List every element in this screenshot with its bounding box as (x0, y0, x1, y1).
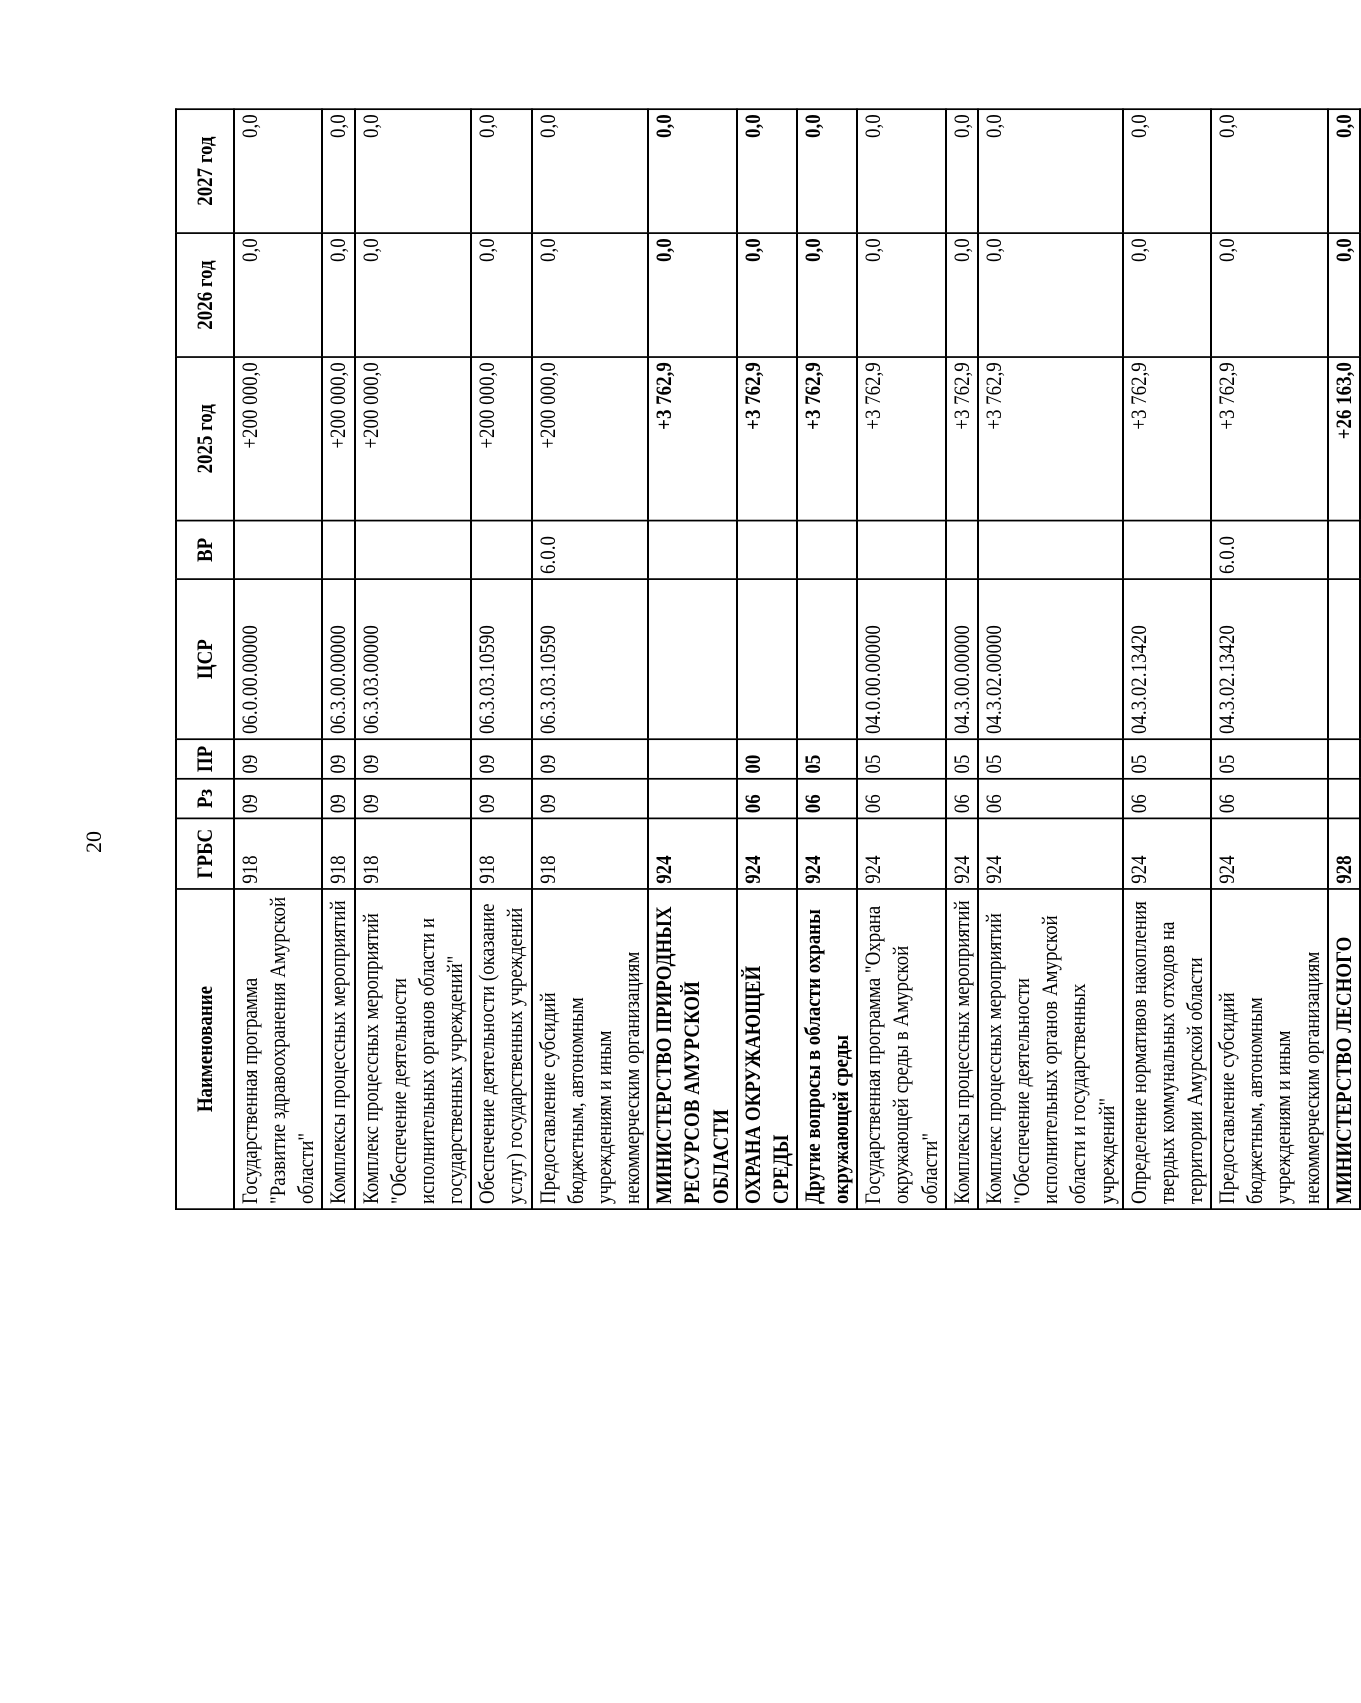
cell-2026: 0,0 (1211, 233, 1328, 357)
cell-2027: 0,0 (471, 109, 531, 233)
cell-csr: 06.3.00.00000 (322, 579, 354, 739)
cell-name: Другие вопросы в области охраны окружающей среды (797, 889, 857, 1209)
cell-2026: 0,0 (322, 233, 354, 357)
cell-pr: 09 (532, 739, 649, 779)
cell-2025: +3 762,9 (737, 357, 797, 521)
table-header-row (176, 109, 234, 1209)
cell-2027: 0,0 (946, 109, 978, 233)
cell-2025: +200 000,0 (355, 357, 472, 521)
cell-csr: 04.0.00.00000 (857, 579, 945, 739)
cell-csr: 04.3.02.13420 (1123, 579, 1211, 739)
cell-pr (1328, 739, 1360, 779)
cell-2027: 0,0 (1123, 109, 1211, 233)
cell-csr: 06.3.03.10590 (471, 579, 531, 739)
cell-vr (797, 521, 857, 580)
table-row (234, 109, 322, 1209)
cell-grbs: 924 (648, 818, 736, 889)
cell-2027: 0,0 (797, 109, 857, 233)
header-2027: 2027 год (176, 109, 234, 233)
cell-rz (1328, 779, 1360, 819)
cell-grbs: 918 (532, 818, 649, 889)
table-row (1123, 109, 1211, 1209)
cell-pr: 09 (471, 739, 531, 779)
cell-2027: 0,0 (322, 109, 354, 233)
cell-vr (648, 521, 736, 580)
table-row (1211, 109, 1328, 1209)
cell-csr: 06.3.03.00000 (355, 579, 472, 739)
cell-2025: +200 000,0 (234, 357, 322, 521)
table-row (737, 109, 797, 1209)
table-row (355, 109, 472, 1209)
cell-2027: 0,0 (234, 109, 322, 233)
cell-rz: 09 (532, 779, 649, 819)
header-name: Наименование (176, 889, 234, 1209)
cell-2026: 0,0 (648, 233, 736, 357)
cell-pr: 05 (1211, 739, 1328, 779)
table-row (797, 109, 857, 1209)
cell-pr: 00 (737, 739, 797, 779)
cell-2026: 0,0 (234, 233, 322, 357)
cell-pr: 05 (978, 739, 1123, 779)
cell-vr (978, 521, 1123, 580)
header-csr: ЦСР (176, 579, 234, 739)
cell-vr (322, 521, 354, 580)
cell-vr (1123, 521, 1211, 580)
cell-name: Обеспечение деятельности (оказание услуг) государственных учреждений (471, 889, 531, 1209)
cell-name: Предоставление субсидий бюджетным, автономным учреждениям и иным некоммерческим организациям (1211, 889, 1328, 1209)
table-row (322, 109, 354, 1209)
cell-2025: +3 762,9 (797, 357, 857, 521)
cell-rz: 06 (737, 779, 797, 819)
cell-pr: 05 (797, 739, 857, 779)
cell-csr: 06.0.00.00000 (234, 579, 322, 739)
cell-csr: 04.3.00.00000 (946, 579, 978, 739)
cell-grbs: 918 (355, 818, 472, 889)
cell-rz: 06 (797, 779, 857, 819)
cell-vr (737, 521, 797, 580)
header-2025: 2025 год (176, 357, 234, 521)
header-pr: ПР (176, 739, 234, 779)
cell-2025: +3 762,9 (946, 357, 978, 521)
cell-name: МИНИСТЕРСТВО ЛЕСНОГО (1328, 889, 1360, 1209)
header-vr: ВР (176, 521, 234, 580)
cell-csr: 06.3.03.10590 (532, 579, 649, 739)
header-grbs: ГРБС (176, 818, 234, 889)
cell-rz: 09 (471, 779, 531, 819)
cell-grbs: 918 (471, 818, 531, 889)
header-2026: 2026 год (176, 233, 234, 357)
cell-name: Государственная программа "Охрана окружающей среды в Амурской области" (857, 889, 945, 1209)
table-body (234, 109, 1360, 1209)
header-rz: Рз (176, 779, 234, 819)
page-number: 20 (81, 831, 106, 853)
cell-grbs: 924 (857, 818, 945, 889)
cell-grbs: 918 (234, 818, 322, 889)
budget-table-rotated (175, 110, 1356, 1210)
cell-csr (1328, 579, 1360, 739)
cell-2025: +200 000,0 (532, 357, 649, 521)
cell-name: Государственная программа "Развитие здравоохранения Амурской области" (234, 889, 322, 1209)
table-row (857, 109, 945, 1209)
cell-name: Комплекс процессных мероприятий "Обеспечение деятельности исполнительных органов области и государственных учреждений" (355, 889, 472, 1209)
cell-name: МИНИСТЕРСТВО ПРИРОДНЫХ РЕСУРСОВ АМУРСКОЙ ОБЛАСТИ (648, 889, 736, 1209)
table-row (978, 109, 1123, 1209)
cell-2025: +3 762,9 (978, 357, 1123, 521)
cell-pr: 09 (234, 739, 322, 779)
cell-pr: 05 (1123, 739, 1211, 779)
cell-2027: 0,0 (857, 109, 945, 233)
cell-vr (355, 521, 472, 580)
table-row (471, 109, 531, 1209)
cell-grbs: 924 (737, 818, 797, 889)
cell-rz: 06 (978, 779, 1123, 819)
cell-rz: 06 (857, 779, 945, 819)
budget-table-container (175, 110, 1356, 1204)
cell-pr: 05 (857, 739, 945, 779)
cell-2025: +200 000,0 (322, 357, 354, 521)
cell-grbs: 928 (1328, 818, 1360, 889)
cell-2025: +3 762,9 (857, 357, 945, 521)
cell-name: Определение нормативов накопления твердых коммунальных отходов на территории Амурской области (1123, 889, 1211, 1209)
cell-2025: +26 163,0 (1328, 357, 1360, 521)
cell-rz (648, 779, 736, 819)
cell-vr (1328, 521, 1360, 580)
cell-rz: 09 (355, 779, 472, 819)
cell-vr (946, 521, 978, 580)
cell-2026: 0,0 (978, 233, 1123, 357)
cell-grbs: 924 (946, 818, 978, 889)
cell-2026: 0,0 (532, 233, 649, 357)
cell-pr: 09 (322, 739, 354, 779)
cell-grbs: 924 (1123, 818, 1211, 889)
cell-2027: 0,0 (737, 109, 797, 233)
cell-rz: 09 (322, 779, 354, 819)
cell-grbs: 924 (797, 818, 857, 889)
cell-2027: 0,0 (648, 109, 736, 233)
cell-2025: +3 762,9 (1123, 357, 1211, 521)
cell-2026: 0,0 (797, 233, 857, 357)
cell-csr (648, 579, 736, 739)
cell-rz: 06 (1211, 779, 1328, 819)
cell-grbs: 918 (322, 818, 354, 889)
table-row (1328, 109, 1360, 1209)
cell-pr (648, 739, 736, 779)
cell-2027: 0,0 (532, 109, 649, 233)
cell-name: ОХРАНА ОКРУЖАЮЩЕЙ СРЕДЫ (737, 889, 797, 1209)
cell-vr: 6.0.0 (1211, 521, 1328, 580)
cell-vr (857, 521, 945, 580)
cell-grbs: 924 (1211, 818, 1328, 889)
cell-vr (471, 521, 531, 580)
cell-grbs: 924 (978, 818, 1123, 889)
cell-2026: 0,0 (1328, 233, 1360, 357)
cell-csr (797, 579, 857, 739)
cell-rz: 09 (234, 779, 322, 819)
cell-csr: 04.3.02.00000 (978, 579, 1123, 739)
cell-2026: 0,0 (1123, 233, 1211, 357)
cell-vr (234, 521, 322, 580)
cell-csr (737, 579, 797, 739)
cell-name: Комплексы процессных мероприятий (946, 889, 978, 1209)
cell-2027: 0,0 (978, 109, 1123, 233)
cell-2026: 0,0 (857, 233, 945, 357)
cell-2027: 0,0 (1211, 109, 1328, 233)
cell-2026: 0,0 (946, 233, 978, 357)
cell-name: Комплекс процессных мероприятий "Обеспечение деятельности исполнительных органов Амурской области и государственных учреждений" (978, 889, 1123, 1209)
cell-vr: 6.0.0 (532, 521, 649, 580)
budget-table (175, 108, 1361, 1210)
cell-pr: 09 (355, 739, 472, 779)
cell-2025: +3 762,9 (648, 357, 736, 521)
cell-name: Предоставление субсидий бюджетным, автономным учреждениям и иным некоммерческим организациям (532, 889, 649, 1209)
cell-2025: +200 000,0 (471, 357, 531, 521)
table-row (946, 109, 978, 1209)
cell-2026: 0,0 (355, 233, 472, 357)
cell-2027: 0,0 (355, 109, 472, 233)
table-row (648, 109, 736, 1209)
table-row (532, 109, 649, 1209)
cell-name: Комплексы процессных мероприятий (322, 889, 354, 1209)
cell-2026: 0,0 (471, 233, 531, 357)
cell-2027: 0,0 (1328, 109, 1360, 233)
cell-rz: 06 (946, 779, 978, 819)
cell-pr: 05 (946, 739, 978, 779)
cell-csr: 04.3.02.13420 (1211, 579, 1328, 739)
cell-rz: 06 (1123, 779, 1211, 819)
cell-2025: +3 762,9 (1211, 357, 1328, 521)
cell-2026: 0,0 (737, 233, 797, 357)
